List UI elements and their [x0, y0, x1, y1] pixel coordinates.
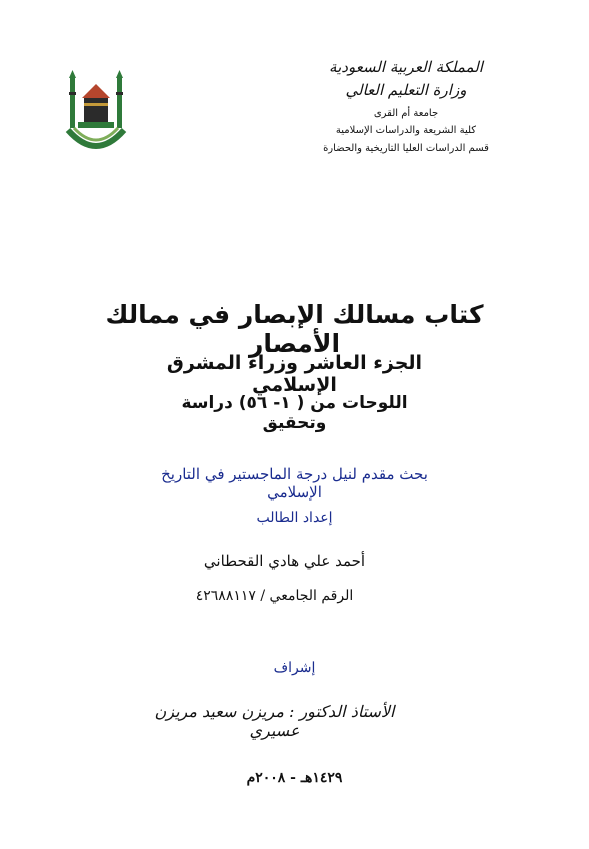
college-name: كلية الشريعة والدراسات الإسلامية [335, 125, 477, 136]
prepared-by-label: إعداد الطالب [256, 510, 333, 526]
umm-al-qura-university-logo-icon [60, 70, 132, 162]
student-id: الرقم الجامعي / ٤٢٦٨٨١١٧ [195, 588, 354, 604]
book-part: الجزء العاشر وزراء المشرق الإسلامي [166, 352, 423, 396]
research-purpose: بحث مقدم لنيل درجة الماجستير في التاريخ الإسلامي [161, 465, 428, 501]
department-name: قسم الدراسات العليا التاريخية والحضارة [323, 143, 489, 154]
student-name: أحمد علي هادي القحطاني [203, 552, 366, 570]
submission-date: ١٤٢٩هـ - ٢٠٠٨م [246, 770, 343, 786]
book-plates: اللوحات من ( ١- ٥٦) دراسة وتحقيق [181, 393, 408, 433]
supervision-label: إشراف [273, 660, 316, 676]
kingdom-name: المملكة العربية السعودية [329, 58, 483, 76]
university-name: جامعة أم القرى [373, 108, 439, 119]
ministry-name: وزارة التعليم العالي [345, 81, 467, 99]
institution-header [291, 56, 521, 158]
supervisor-name: الأستاذ الدكتور : مريزن سعيد مريزن عسيري [154, 702, 395, 740]
book-title: كتاب مسالك الإبصار في ممالك الأمصار [105, 300, 484, 358]
